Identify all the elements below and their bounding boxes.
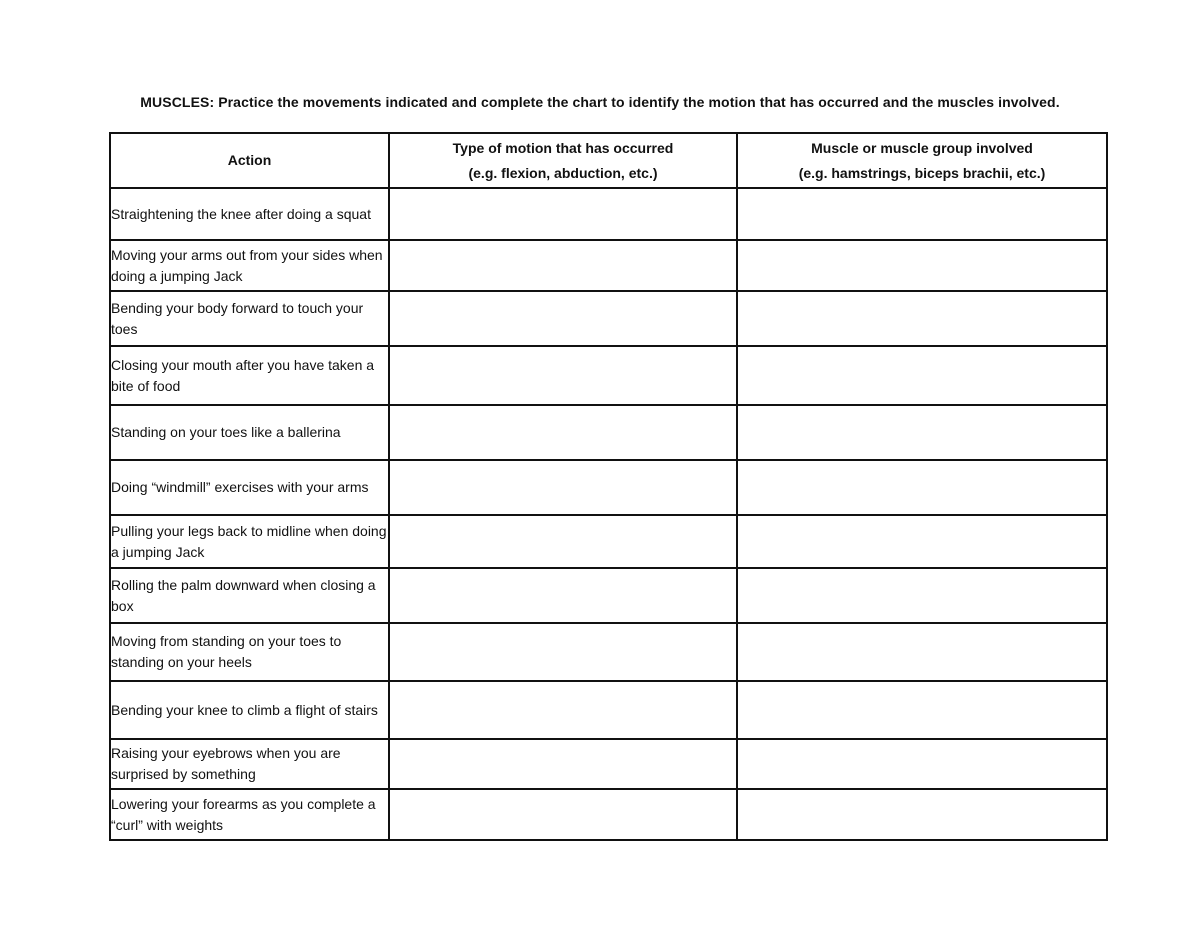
motion-answer-cell[interactable] [389,515,737,568]
table-row [110,188,1107,240]
muscle-answer-cell[interactable] [737,346,1107,405]
worksheet-title: MUSCLES: Practice the movements indicated and complete the chart to identify the motion that has occurred and the muscles involved. [140,94,1060,110]
table-row [110,460,1107,515]
table-row [110,739,1107,789]
table-row [110,405,1107,460]
motion-answer-cell[interactable] [389,681,737,739]
action-cell: Doing “windmill” exercises with your arms [110,460,389,515]
muscle-answer-cell[interactable] [737,405,1107,460]
table-row [110,681,1107,739]
motion-answer-cell[interactable] [389,739,737,789]
action-cell: Rolling the palm downward when closing a box [110,568,389,623]
table-row [110,789,1107,840]
muscle-answer-cell[interactable] [737,739,1107,789]
muscle-answer-cell[interactable] [737,568,1107,623]
action-cell: Straightening the knee after doing a squat [110,188,389,240]
motion-answer-cell[interactable] [389,789,737,840]
action-cell: Lowering your forearms as you complete a “curl” with weights [110,789,389,840]
muscle-answer-cell[interactable] [737,515,1107,568]
header-row [110,133,1107,188]
table-row [110,623,1107,681]
muscle-answer-cell[interactable] [737,789,1107,840]
action-cell: Pulling your legs back to midline when doing a jumping Jack [110,515,389,568]
header-muscle-title: Muscle or muscle group involved [811,139,1033,156]
action-cell: Standing on your toes like a ballerina [110,405,389,460]
header-motion-example: (e.g. flexion, abduction, etc.) [468,164,658,181]
action-cell: Moving from standing on your toes to standing on your heels [110,623,389,681]
motion-answer-cell[interactable] [389,460,737,515]
header-action-label: Action [227,152,272,168]
motion-answer-cell[interactable] [389,188,737,240]
header-action [110,133,389,188]
header-muscle [737,133,1107,188]
action-cell: Closing your mouth after you have taken a bite of food [110,346,389,405]
motion-answer-cell[interactable] [389,291,737,346]
motion-answer-cell[interactable] [389,568,737,623]
action-cell: Bending your body forward to touch your toes [110,291,389,346]
action-cell: Raising your eyebrows when you are surprised by something [110,739,389,789]
table-row [110,568,1107,623]
motion-answer-cell[interactable] [389,240,737,291]
motion-answer-cell[interactable] [389,405,737,460]
table-row [110,346,1107,405]
muscle-answer-cell[interactable] [737,291,1107,346]
muscles-chart [109,132,1108,841]
motion-answer-cell[interactable] [389,346,737,405]
motion-answer-cell[interactable] [389,623,737,681]
table-row [110,515,1107,568]
muscle-answer-cell[interactable] [737,681,1107,739]
muscle-answer-cell[interactable] [737,188,1107,240]
muscle-answer-cell[interactable] [737,460,1107,515]
header-motion-title: Type of motion that has occurred [452,139,674,156]
table-row [110,240,1107,291]
action-cell: Moving your arms out from your sides when doing a jumping Jack [110,240,389,291]
table-row [110,291,1107,346]
header-muscle-example: (e.g. hamstrings, biceps brachii, etc.) [798,164,1046,181]
muscle-answer-cell[interactable] [737,623,1107,681]
muscle-answer-cell[interactable] [737,240,1107,291]
header-motion [389,133,737,188]
action-cell: Bending your knee to climb a flight of stairs [110,681,389,739]
